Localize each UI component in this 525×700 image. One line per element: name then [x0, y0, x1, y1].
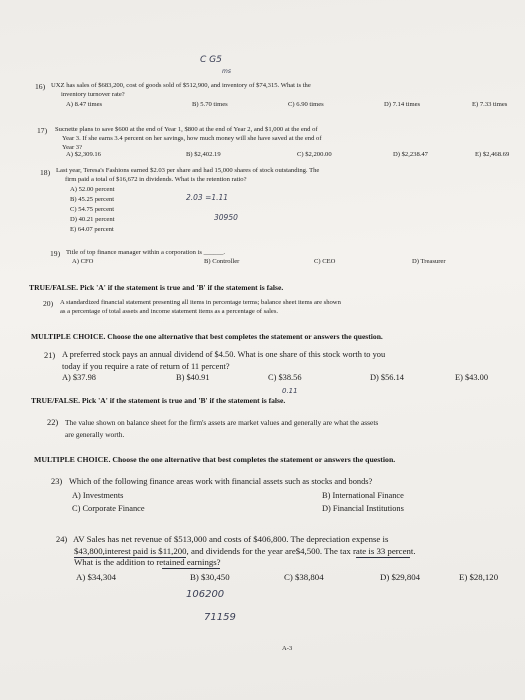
question-text: Year 3?: [62, 144, 83, 151]
answer-option-c[interactable]: C) $38,804: [284, 572, 324, 582]
answer-option-a[interactable]: A) $37.98: [62, 373, 96, 382]
handwritten-calculation: 2.03 =1.11: [186, 193, 229, 202]
question-number: 19): [50, 249, 61, 258]
question-text: Which of the following finance areas work with financial assets such as stocks and bonds?: [69, 477, 373, 486]
question-text: $43,800,interest paid is $11,200, and dividends for the year are$4,500. The tax rate is 33 percent.: [74, 546, 416, 556]
section-header-multiple-choice: MULTIPLE CHOICE. Choose the one alternative that best completes the statement or answers the question.: [31, 332, 383, 341]
question-text: are generally worth.: [65, 430, 125, 439]
question-text: The value shown on balance sheet for the firm's assets are market values and generally are what the assets: [65, 418, 379, 427]
answer-option-a[interactable]: A) $2,309.16: [66, 151, 101, 158]
answer-option-c[interactable]: C) 6.90 times: [288, 101, 324, 108]
answer-option-d[interactable]: D) 40.21 percent: [70, 216, 115, 223]
handwritten-calculation: 106200: [186, 589, 225, 600]
question-text: Title of top finance manager within a corporation is ______.: [66, 249, 226, 256]
question-number: 17): [37, 126, 48, 135]
question-text: UXZ has sales of $683,200, cost of goods sold of $512,900, and inventory of $74,315. What is the: [51, 82, 311, 89]
handwritten-calculation: 0.11: [282, 387, 298, 395]
answer-option-d[interactable]: D) $29,804: [380, 572, 421, 582]
question-number: 18): [40, 168, 51, 177]
question-number: 22): [47, 418, 59, 427]
pen-underline: [162, 568, 220, 569]
pen-underline: [74, 557, 186, 558]
question-text: today if you require a rate of return of 11 percent?: [62, 362, 230, 371]
section-header-true-false: TRUE/FALSE. Pick 'A' if the statement is true and 'B' if the statement is false.: [31, 396, 286, 405]
question-number: 24): [56, 535, 68, 544]
answer-option-a[interactable]: A) 8.47 times: [66, 101, 103, 108]
question-text: A preferred stock pays an annual dividend of $4.50. What is one share of this stock worth to you: [62, 350, 386, 359]
answer-option-c[interactable]: C) Corporate Finance: [72, 504, 145, 513]
answer-option-d[interactable]: D) 7.14 times: [384, 101, 421, 108]
answer-option-b[interactable]: B) $30,450: [190, 572, 230, 582]
answer-option-d[interactable]: D) Financial Institutions: [322, 504, 404, 513]
handwritten-note: ms: [222, 68, 231, 75]
handwritten-calculation: 30950: [214, 213, 238, 222]
answer-option-e[interactable]: E) $2,468.69: [475, 151, 510, 158]
question-number: 16): [35, 82, 46, 91]
answer-option-d[interactable]: D) $2,238.47: [393, 151, 428, 158]
question-text: What is the addition to retained earnings?: [74, 557, 221, 567]
answer-option-a[interactable]: A) CFO: [72, 258, 94, 265]
answer-option-e[interactable]: E) $28,120: [459, 572, 499, 582]
answer-option-a[interactable]: A) 52.00 percent: [70, 186, 115, 193]
question-text: AV Sales has net revenue of $513,000 and costs of $406,800. The depreciation expense is: [73, 534, 389, 544]
question-text: A standardized financial statement presenting all items in percentage terms; balance sheet items are shown: [60, 299, 341, 306]
page-footer-label: A-3: [282, 645, 293, 652]
answer-option-e[interactable]: E) 64.07 percent: [70, 226, 114, 233]
answer-option-c[interactable]: C) $2,200.00: [297, 151, 332, 158]
answer-option-d[interactable]: D) $56.14: [370, 373, 404, 382]
question-text: inventory turnover rate?: [61, 91, 125, 98]
question-text: as a percentage of total assets and income statement items as a percentage of sales.: [60, 308, 279, 315]
handwritten-calculation: 71159: [204, 612, 236, 623]
answer-option-c[interactable]: C) 54.75 percent: [70, 206, 115, 213]
answer-option-b[interactable]: B) 45.25 percent: [70, 196, 115, 203]
handwritten-note: C G5: [200, 55, 222, 65]
pen-underline: [356, 557, 410, 558]
answer-option-b[interactable]: B) Controller: [204, 258, 240, 265]
answer-option-a[interactable]: A) Investments: [72, 491, 124, 500]
answer-option-b[interactable]: B) International Finance: [322, 491, 404, 500]
answer-option-d[interactable]: D) Treasurer: [412, 258, 446, 265]
answer-option-e[interactable]: E) $43.00: [455, 373, 489, 382]
question-number: 20): [43, 299, 54, 308]
answer-option-c[interactable]: C) $38.56: [268, 373, 302, 382]
answer-option-a[interactable]: A) $34,304: [76, 572, 117, 582]
answer-option-b[interactable]: B) $40.91: [176, 373, 210, 382]
question-number: 21): [44, 351, 56, 360]
question-text: Sucnette plans to save $600 at the end of Year 1, $800 at the end of Year 2, and $1,000 at the end of: [55, 126, 318, 133]
question-number: 23): [51, 477, 63, 486]
section-header-multiple-choice: MULTIPLE CHOICE. Choose the one alternative that best completes the statement or answers the question.: [34, 455, 396, 464]
question-text: Year 3. If she earns 3.4 percent on her savings, how much money will she have saved at the end of: [62, 135, 322, 142]
question-text: firm paid a total of $16,672 in dividends. What is the retention ratio?: [65, 176, 247, 183]
question-text: Last year, Teresa's Fashions earned $2.03 per share and had 15,000 shares of stock outstanding. The: [56, 167, 320, 174]
answer-option-b[interactable]: B) $2,402.19: [186, 151, 221, 158]
answer-option-e[interactable]: E) 7.33 times: [472, 101, 508, 108]
answer-option-b[interactable]: B) 5.70 times: [192, 101, 228, 108]
section-header-true-false: TRUE/FALSE. Pick 'A' if the statement is true and 'B' if the statement is false.: [29, 283, 284, 292]
answer-option-c[interactable]: C) CEO: [314, 258, 336, 265]
